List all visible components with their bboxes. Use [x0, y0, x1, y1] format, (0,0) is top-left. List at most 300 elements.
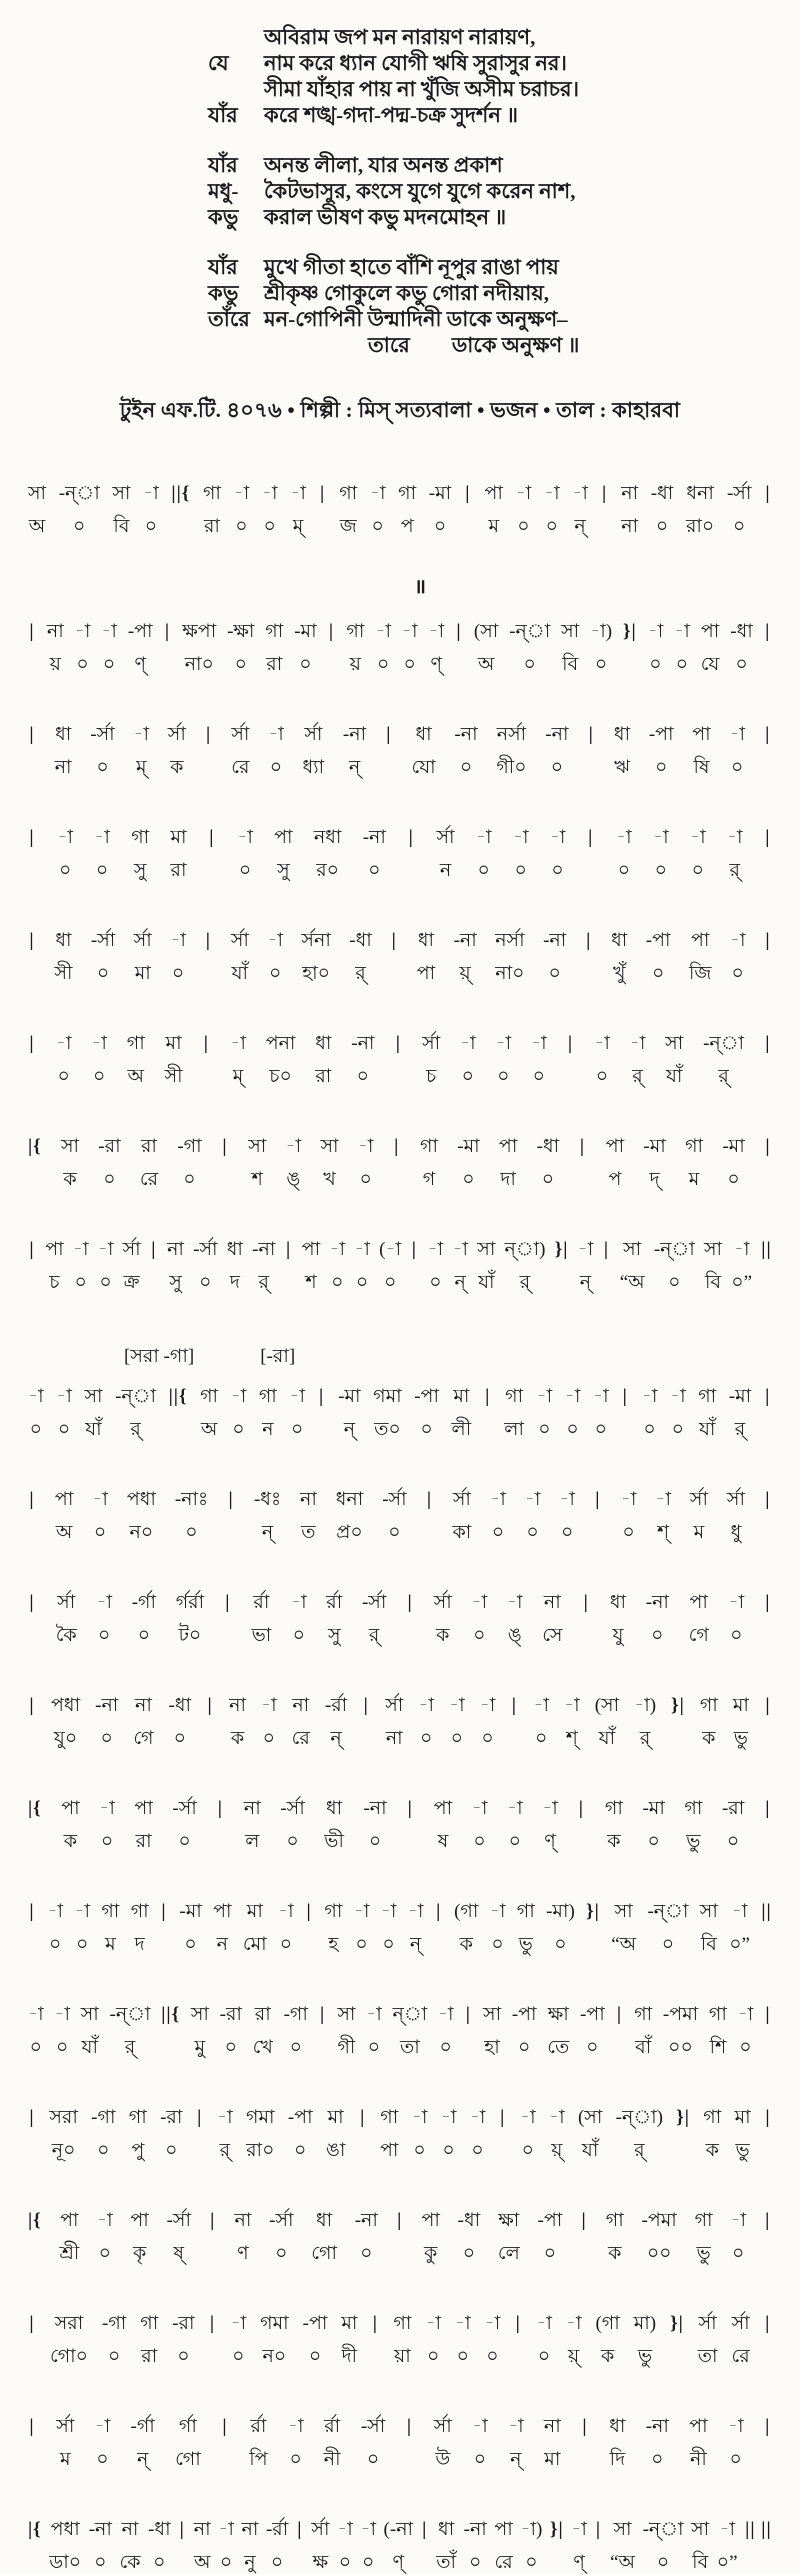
bar-column — [578, 1136, 586, 1191]
swara-note-token: -না — [342, 724, 367, 745]
lyric-syllable-token: ০ — [462, 1169, 475, 1190]
barline-token: | — [407, 1592, 413, 1613]
swara-note-token: পা — [130, 2210, 149, 2231]
lyric-syllable-token: ০ — [497, 1066, 510, 1087]
lyric-syllable-token: ০ — [262, 1728, 275, 1749]
lyric-syllable-token: ০ — [286, 1831, 299, 1852]
lyric-syllable-token: ০ — [331, 1272, 344, 1293]
lyric-syllable-token: বি — [700, 1934, 717, 1955]
note-column — [311, 2519, 329, 2574]
swara-note-token: -া — [329, 1239, 346, 1260]
swara-note-token: -া — [47, 1901, 63, 1922]
swara-note-token: -া — [360, 2519, 376, 2540]
barline-token: | — [465, 2004, 471, 2025]
swara-note-token: ধা — [55, 930, 72, 951]
note-column — [288, 2416, 304, 2471]
note-column — [593, 1386, 609, 1441]
lyric-syllable-token: যাঁ — [665, 1066, 683, 1087]
lyric-syllable-token: ০ — [442, 2140, 455, 2161]
note-column — [54, 930, 72, 985]
notation-system-5 — [28, 930, 772, 985]
note-column — [643, 2519, 684, 2574]
swara-note-token: -া — [267, 930, 283, 951]
lyric-syllable-token: রা — [315, 1066, 332, 1087]
lyric-syllable-token: ত — [301, 1522, 316, 1543]
swara-note-token: -া — [674, 621, 690, 642]
swara-note-token: ধা — [326, 1798, 343, 1819]
note-column — [220, 2004, 242, 2059]
note-column — [578, 1239, 594, 1294]
note-column — [533, 1695, 549, 1750]
note-column — [91, 1033, 107, 1088]
barline-token: | — [205, 724, 212, 745]
bar-column — [28, 724, 36, 779]
note-column — [509, 621, 550, 676]
record-credits-line: টুইন এফ.টি. ৪০৭৬ • শিল্পী : মিস্ সত্যবালা • ভজন • তাল : কাহারবা — [119, 398, 681, 422]
barline-token: | — [29, 1695, 35, 1716]
lyric-syllable-token: ক — [230, 1728, 245, 1749]
note-column — [689, 930, 711, 985]
bar-column — [550, 2519, 564, 2574]
lyric-syllable-token: লা — [504, 1419, 524, 1440]
lyric-syllable-token: ০ — [366, 2449, 380, 2470]
lyric-syllable-token: সু — [277, 860, 290, 881]
note-column — [732, 2313, 750, 2368]
note-column — [94, 827, 110, 882]
swara-note-token: (সা — [473, 621, 499, 642]
lyric-line — [208, 76, 800, 102]
lyric-syllable-token: ন্ — [510, 2449, 522, 2470]
swara-note-token: -া — [520, 2107, 536, 2128]
lyric-syllable-token: ০ — [691, 860, 704, 881]
bar-column — [421, 2519, 429, 2574]
bar-column — [426, 1489, 434, 1544]
swara-note-token: গা — [420, 1136, 438, 1157]
note-column — [654, 1239, 695, 1294]
swara-note-token: -মা) — [546, 1901, 575, 1922]
swara-note-token: গা — [346, 621, 365, 642]
bar-column — [161, 2004, 180, 2059]
note-column — [561, 621, 579, 676]
note-column — [460, 1033, 476, 1088]
lyric-syllable-token: ০ — [360, 2243, 373, 2264]
note-column — [512, 2004, 537, 2059]
note-column — [320, 1136, 338, 1191]
lyric-syllable-token: র্ — [368, 1625, 380, 1646]
barline-token: | — [765, 2313, 771, 2334]
swara-note-token: গা — [126, 1033, 145, 1054]
note-column — [286, 1136, 302, 1191]
note-column — [325, 1695, 347, 1750]
swara-note-token: গা — [324, 1901, 343, 1922]
swara-note-token: -া — [94, 2416, 111, 2437]
bar-column — [319, 483, 327, 538]
note-column — [727, 483, 751, 538]
bar-column — [510, 1695, 518, 1750]
note-column — [477, 1239, 495, 1294]
swara-note-token: -া — [96, 2210, 113, 2231]
swara-note-token: ধনা — [686, 483, 714, 504]
note-column — [634, 1695, 656, 1750]
swara-note-token: পা — [213, 1901, 232, 1922]
note-column — [300, 1489, 317, 1544]
swara-note-token: গা — [393, 2313, 412, 2334]
note-column — [132, 1592, 156, 1647]
note-column — [434, 1798, 452, 1853]
lyric-syllable-token: ০ — [420, 1419, 433, 1440]
note-column — [642, 1386, 658, 1441]
note-column — [457, 1136, 479, 1191]
swara-note-token: -া) — [634, 1695, 657, 1716]
swara-note-token: -া — [728, 1592, 745, 1613]
barline-token: | — [363, 1695, 369, 1716]
lyric-syllable-token: ল — [245, 1831, 260, 1852]
notation-system-9 — [28, 1386, 772, 1441]
swara-note-token: পা — [690, 930, 710, 951]
note-column — [160, 2107, 182, 2162]
barline-token: | — [391, 930, 397, 951]
swara-note-token: গা — [130, 1901, 149, 1922]
barline-token: }| — [554, 1239, 569, 1260]
lyric-syllable-token: ০ — [459, 757, 473, 778]
lyric-line — [208, 306, 800, 332]
swara-note-token: মা — [341, 2313, 358, 2334]
bar-column — [28, 1798, 42, 1853]
lyric-syllable-token: খে — [252, 2037, 273, 2058]
notation-system-6 — [28, 1033, 772, 1088]
bar-column — [587, 724, 595, 779]
bar-column — [206, 1695, 214, 1750]
barline-token: | — [765, 2210, 771, 2231]
swara-note-token: -া — [733, 1239, 750, 1260]
swara-note-token: না — [167, 1239, 184, 1260]
lyric-syllable-token: প — [400, 516, 414, 537]
swara-note-token: -ন্া — [642, 2519, 684, 2540]
lyric-syllable-token: “অ — [611, 1934, 637, 1955]
swara-note-token: র্সা — [731, 2313, 750, 2334]
note-column — [260, 2313, 289, 2368]
bar-column — [764, 2416, 772, 2471]
note-column — [578, 2107, 602, 2162]
lyric-syllable-token: ণ্ — [392, 2552, 405, 2573]
swara-note-token: -র্রা — [324, 1695, 348, 1716]
swara-note-token: -া — [233, 483, 250, 504]
lyric-syllable-token: ০ — [649, 654, 662, 675]
bar-column — [362, 1695, 370, 1750]
note-column — [393, 2004, 428, 2059]
lyric-syllable-token: ০ — [521, 2140, 535, 2161]
lyric-syllable-token: কৈ — [55, 1625, 77, 1646]
swara-note-token: পা — [689, 2416, 708, 2437]
barline-token: | — [586, 930, 592, 951]
swara-note-token: -রা — [98, 1136, 121, 1157]
note-column — [634, 2004, 652, 2059]
swara-note-token: (-না — [383, 2519, 414, 2540]
swara-note-token: র্সা — [122, 1239, 141, 1260]
swara-note-token: -া — [565, 2313, 582, 2334]
lyric-syllable-token: শ্ — [657, 1522, 670, 1543]
swara-note-token: -া — [230, 2313, 247, 2334]
swara-note-token: -া — [97, 1239, 114, 1260]
note-column — [436, 2519, 456, 2574]
lyric-syllable-token: ন — [216, 1934, 228, 1955]
swara-note-token: -না — [543, 930, 567, 951]
bar-column — [227, 1489, 235, 1544]
note-column — [614, 724, 630, 779]
barline-token: | — [29, 930, 35, 951]
lyric-syllable-token: ০ — [517, 516, 530, 537]
bar-column — [163, 621, 171, 676]
swara-note-token: না — [300, 1489, 317, 1510]
lyric-syllable-token: ০ — [525, 2552, 538, 2573]
note-column — [129, 2107, 147, 2162]
notation-system-1 — [28, 483, 772, 538]
note-column — [47, 621, 64, 676]
note-column — [59, 2210, 79, 2265]
bar-column — [28, 1695, 36, 1750]
note-column — [110, 2004, 151, 2059]
lyric-syllable-token: ০ — [551, 860, 564, 881]
note-column — [259, 1386, 277, 1441]
lyric-syllable-token: অ — [200, 1419, 218, 1440]
swara-note-token: -া — [353, 1901, 370, 1922]
swara-note-token: -া — [572, 483, 588, 504]
lyric-syllable-token: রা — [141, 2346, 158, 2367]
swara-note-token: ধনা — [335, 1489, 364, 1510]
bar-column — [208, 827, 216, 882]
lyric-syllable-token: ম্ — [135, 757, 147, 778]
lyric-syllable-token: জি — [688, 963, 712, 984]
swara-note-token: সা — [477, 1239, 496, 1260]
note-column — [507, 1592, 523, 1647]
swara-note-token: নর্সা — [495, 930, 525, 951]
note-column — [143, 483, 159, 538]
swara-note-token: -ন্া — [647, 1901, 689, 1922]
lyric-syllable-token: বাঁ — [635, 2037, 652, 2058]
note-column — [182, 621, 216, 676]
swara-note-token: -র্সা — [269, 2210, 294, 2231]
note-column — [595, 1695, 619, 1750]
barline-token: | — [161, 1901, 167, 1922]
swara-note-token: -না — [453, 930, 477, 951]
notation-system-20 — [28, 2519, 772, 2574]
bar-column — [221, 2416, 229, 2471]
note-column — [292, 1695, 310, 1750]
lyric-syllable-token: ক — [608, 2243, 622, 2264]
lyric-syllable-token: ম — [688, 1169, 700, 1190]
note-column — [131, 2416, 155, 2471]
bar-column — [582, 1592, 590, 1647]
bar-column — [764, 1695, 772, 1750]
lyric-syllable-token: দ — [134, 1934, 145, 1955]
notation-system-14 — [28, 1901, 772, 1956]
lyric-syllable-token: নী — [689, 2449, 707, 2470]
bar-column — [484, 1386, 492, 1441]
lyric-syllable-token: র্ — [634, 2140, 645, 2161]
lyric-syllable-token: য়্ — [459, 963, 471, 984]
lyric-syllable-token: ০ — [338, 2552, 352, 2573]
note-column — [230, 1033, 246, 1088]
lyric-syllable-token: যে — [700, 654, 720, 675]
swara-note-token: রা — [254, 2004, 271, 2025]
barline-token: | — [386, 724, 392, 745]
lyric-syllable-token: নু — [244, 2552, 256, 2573]
note-column — [550, 827, 566, 882]
swara-note-token: র্সা — [56, 2416, 75, 2437]
note-column — [266, 2519, 288, 2574]
barline-token: | — [297, 2519, 303, 2540]
lyric-syllable-token: সু — [133, 860, 147, 881]
note-column — [490, 1901, 506, 1956]
note-column — [262, 483, 278, 538]
swara-note-token: -পা — [127, 621, 153, 642]
note-column — [434, 2416, 452, 2471]
swara-note-token: মা) — [633, 2313, 657, 2334]
notation-block — [28, 483, 772, 2574]
bar-column — [764, 1386, 772, 1441]
note-column — [252, 1239, 275, 1294]
swara-note-token: গা — [202, 483, 221, 504]
lyric-syllable-token: দি — [609, 2449, 626, 2470]
lyric-syllable-token: ০ — [219, 2552, 233, 2573]
bar-column — [581, 2416, 589, 2471]
note-column — [434, 1592, 452, 1647]
note-column — [380, 2107, 398, 2162]
note-column — [171, 827, 187, 882]
swara-note-token: পা — [700, 621, 720, 642]
swara-note-token: র্সা — [433, 2416, 452, 2437]
note-column — [265, 621, 283, 676]
note-column — [49, 2107, 78, 2162]
lyric-syllable-token: ০ — [95, 860, 109, 881]
notation-system-13 — [28, 1798, 772, 1853]
swara-note-token: মা — [170, 827, 187, 848]
lyric-syllable-token: ০ — [426, 2346, 440, 2367]
swara-note-token: র্সা — [436, 827, 455, 848]
lyric-syllable-token: ০ — [523, 654, 536, 675]
note-column — [169, 1695, 192, 1750]
lyric-syllable-token: ০ — [183, 1169, 196, 1190]
note-column — [303, 2313, 328, 2368]
swara-note-token: -মা — [294, 621, 317, 642]
lyric-syllable-token: শ্রী — [59, 2243, 80, 2264]
lyric-syllable-token: শ — [251, 1169, 263, 1190]
swara-note-token: সরা — [54, 2313, 84, 2334]
lyric-syllable-token: দ — [229, 1272, 240, 1293]
swara-note-token: -ন্া — [115, 1386, 157, 1407]
note-column — [642, 2210, 677, 2265]
barline-token: | — [426, 1489, 433, 1510]
swara-note-token: -া — [559, 1489, 575, 1510]
note-column — [177, 1136, 201, 1191]
note-column — [414, 1386, 439, 1441]
note-column — [545, 724, 568, 779]
swara-note-token: -া — [101, 621, 117, 642]
note-column — [571, 2519, 587, 2574]
notation-system-16 — [28, 2107, 772, 2162]
note-column — [249, 2416, 267, 2471]
lyric-syllable-token: ষ্ — [173, 2243, 185, 2264]
lyric-syllable-token: তে — [547, 2037, 570, 2058]
swara-note-token: পধা — [50, 2519, 80, 2540]
bar-column — [209, 2313, 217, 2368]
lyric-syllable-token: য়্ — [551, 2140, 563, 2161]
swara-note-token: -রা — [219, 2004, 242, 2025]
lyric-syllable-token: য়া — [394, 2346, 411, 2367]
barline-token: | — [29, 2107, 35, 2128]
lyric-syllable-token: অ — [477, 654, 495, 675]
lyric-syllable-token: ০ — [100, 1728, 113, 1749]
note-column — [56, 1386, 72, 1441]
swara-note-token: ধা — [613, 724, 631, 745]
barline-token: | — [29, 1489, 35, 1510]
swara-note-token: ধা — [611, 930, 628, 951]
note-column — [670, 1386, 686, 1441]
lyric-syllable-token: ন — [262, 1419, 274, 1440]
note-column — [127, 1489, 156, 1544]
swara-note-token: না — [121, 2519, 139, 2540]
lyric-syllable-token: ০ — [98, 1625, 111, 1646]
lyric-syllable-token: শি — [709, 2037, 727, 2058]
note-column — [248, 1136, 266, 1191]
barline-token: | — [616, 2004, 623, 2025]
bar-column — [764, 2004, 772, 2059]
barline-token: | — [328, 621, 335, 642]
lyric-syllable-token: খুঁ — [613, 963, 626, 984]
note-column — [566, 2313, 582, 2368]
swara-note-token: র্সা — [433, 1592, 452, 1613]
note-column — [609, 2416, 625, 2471]
note-column — [54, 2004, 70, 2059]
swara-note-token: র্সা — [726, 1489, 745, 1510]
bar-column — [406, 1798, 414, 1853]
swara-note-token: -া — [375, 621, 391, 642]
note-column — [731, 1239, 752, 1294]
swara-note-token: -ধা — [168, 1695, 192, 1716]
lyric-syllable-token: ০ — [99, 1272, 112, 1293]
swara-note-token: -া — [472, 2416, 488, 2437]
swara-note-token: -া — [290, 483, 306, 504]
barline-token: | — [29, 2313, 35, 2334]
note-column — [148, 2519, 171, 2574]
barline-token: | — [765, 930, 771, 951]
bar-column — [396, 2210, 404, 2265]
note-column — [261, 1695, 277, 1750]
barline-token: | — [465, 483, 471, 504]
swara-note-token: -া — [425, 2313, 441, 2334]
lyric-syllable-token: ণ — [237, 2243, 249, 2264]
lyric-syllable-token: রা — [135, 1831, 152, 1852]
swara-note-token: র্রা — [324, 2416, 341, 2437]
note-column — [28, 483, 46, 538]
note-column — [175, 1489, 208, 1544]
swara-note-token: গা — [101, 1901, 120, 1922]
note-column — [421, 2210, 439, 2265]
lyric-syllable-token: র০ — [316, 860, 340, 881]
lyric-syllable-token: র্ — [258, 1272, 269, 1293]
lyric-syllable-token: গো০ — [49, 2346, 89, 2367]
bar-column — [764, 1592, 772, 1647]
bar-column — [464, 483, 472, 538]
note-column — [733, 1695, 749, 1750]
note-column — [170, 930, 186, 985]
bar-column — [28, 2416, 36, 2471]
lyric-syllable-token: ম্ — [292, 516, 304, 537]
note-column — [700, 1901, 718, 1956]
lyric-syllable-token: র্ — [219, 2140, 231, 2161]
swara-note-token: সা — [337, 2004, 356, 2025]
lyric-syllable-token: ০ — [526, 1522, 539, 1543]
